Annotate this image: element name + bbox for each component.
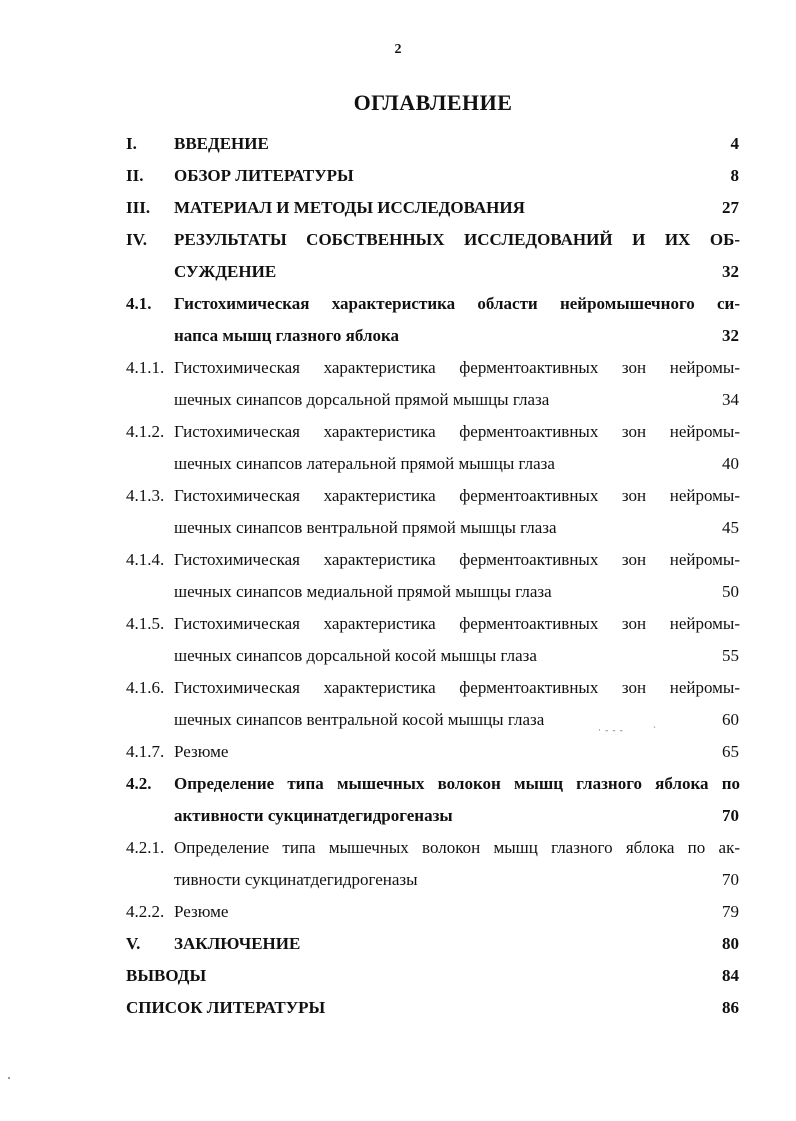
toc-entry-4-1-2[interactable] xyxy=(0,416,796,480)
toc-entry-title: СПИСОК ЛИТЕРАТУРЫ xyxy=(126,998,326,1017)
toc-entry-page: 4 xyxy=(730,134,739,153)
toc-entry-4-1-6[interactable] xyxy=(0,672,796,736)
toc-entry-title: ВВЕДЕНИЕ xyxy=(174,134,269,153)
toc-entry-title-line1: Определение типа мышечных волокон мышц глазного яблока по xyxy=(174,774,740,793)
toc-entry-4-1[interactable] xyxy=(0,288,796,352)
toc-entry-title: Резюме xyxy=(174,742,229,761)
toc-entry-title-line1: РЕЗУЛЬТАТЫ СОБСТВЕННЫХ ИССЛЕДОВАНИЙ И ИХ ОБ- xyxy=(174,230,740,249)
page-title: ОГЛАВЛЕНИЕ xyxy=(353,90,513,115)
toc-entry-number: 4.1. xyxy=(126,294,152,313)
toc-entry-title-line1: Гистохимическая характеристика области нейромышечного си- xyxy=(174,294,740,313)
toc-entry-number: 4.1.2. xyxy=(126,422,165,441)
toc-entry-introduction[interactable] xyxy=(0,128,796,160)
toc-entry-page: 55 xyxy=(722,646,739,665)
toc-entry-page: 70 xyxy=(722,870,739,889)
toc-entry-title-line2: шечных синапсов дорсальной косой мышцы глаза xyxy=(174,646,537,665)
toc-entry-results[interactable] xyxy=(0,224,796,288)
toc-entry-4-1-5[interactable] xyxy=(0,608,796,672)
toc-entry-title: ВЫВОДЫ xyxy=(126,966,207,985)
toc-entry-title-line2: СУЖДЕНИЕ xyxy=(174,262,277,281)
toc-entry-title-line2: шечных синапсов вентральной прямой мышцы глаза xyxy=(174,518,557,537)
toc-entry-number: 4.1.4. xyxy=(126,550,165,569)
toc-entry-title-line2: шечных синапсов медиальной прямой мышцы глаза xyxy=(174,582,552,601)
toc-entry-title-line2: активности сукцинатдегидрогеназы xyxy=(174,806,453,825)
toc-entry-title: МАТЕРИАЛ И МЕТОДЫ ИССЛЕДОВАНИЯ xyxy=(174,198,525,217)
toc-entry-number: 4.2.1. xyxy=(126,838,165,857)
toc-entry-4-1-7[interactable] xyxy=(0,736,796,768)
toc-entry-number: 4.1.1. xyxy=(126,358,165,377)
toc-entry-materials-methods[interactable] xyxy=(0,192,796,224)
page-number: 2 xyxy=(394,42,402,57)
toc-entry-page: 50 xyxy=(722,582,739,601)
toc-entry-4-2-2[interactable] xyxy=(0,896,796,928)
toc-entry-title: Резюме xyxy=(174,902,229,921)
toc-entry-title-line2: напса мышц глазного яблока xyxy=(174,326,400,345)
toc-entry-title-line1: Определение типа мышечных волокон мышц глазного яблока по ак- xyxy=(174,838,740,857)
toc-entry-title-line2: шечных синапсов дорсальной прямой мышцы глаза xyxy=(174,390,550,409)
toc-entry-number: V. xyxy=(126,934,141,953)
toc-entry-page: 70 xyxy=(722,806,739,825)
toc-entry-title: ОБЗОР ЛИТЕРАТУРЫ xyxy=(174,166,354,185)
toc-entry-number: 4.1.7. xyxy=(126,742,165,761)
toc-entry-page: 32 xyxy=(722,262,739,281)
toc-entry-title-line2: шечных синапсов вентральной косой мышцы глаза xyxy=(174,710,545,729)
scan-artifact: · - - - ` xyxy=(598,725,657,735)
toc-entry-page: 32 xyxy=(722,326,739,345)
toc-entry-number: 4.1.3. xyxy=(126,486,165,505)
toc-entry-number: II. xyxy=(126,166,144,185)
toc-entry-references[interactable] xyxy=(0,992,796,1024)
toc-entry-number: 4.2.2. xyxy=(126,902,165,921)
toc-entry-title-line1: Гистохимическая характеристика ферментоактивных зон нейромы- xyxy=(174,486,740,505)
toc-entry-title-line2: шечных синапсов латеральной прямой мышцы глаза xyxy=(174,454,555,473)
toc-entry-page: 86 xyxy=(722,998,739,1017)
toc-entry-literature-review[interactable] xyxy=(0,160,796,192)
toc-entry-title: ЗАКЛЮЧЕНИЕ xyxy=(174,934,301,953)
toc-entry-page: 84 xyxy=(722,966,739,985)
toc-entry-conclusion[interactable] xyxy=(0,928,796,960)
toc-entry-title-line1: Гистохимическая характеристика ферментоактивных зон нейромы- xyxy=(174,550,740,569)
toc-entry-page: 60 xyxy=(722,710,739,729)
toc-entry-page: 8 xyxy=(730,166,739,185)
table-of-contents xyxy=(0,128,796,1024)
toc-entry-title-line1: Гистохимическая характеристика ферментоактивных зон нейромы- xyxy=(174,358,740,377)
toc-entry-page: 65 xyxy=(722,742,739,761)
toc-entry-title-line1: Гистохимическая характеристика ферментоактивных зон нейромы- xyxy=(174,614,740,633)
toc-entry-title-line2: тивности сукцинатдегидрогеназы xyxy=(174,870,418,889)
toc-entry-page: 40 xyxy=(722,454,739,473)
toc-entry-findings[interactable] xyxy=(0,960,796,992)
toc-entry-page: 45 xyxy=(722,518,739,537)
toc-entry-number: 4.1.6. xyxy=(126,678,165,697)
toc-entry-number: IV. xyxy=(126,230,147,249)
scan-speck xyxy=(8,1077,10,1079)
toc-entry-title-line1: Гистохимическая характеристика ферментоактивных зон нейромы- xyxy=(174,678,740,697)
toc-entry-page: 80 xyxy=(722,934,739,953)
toc-entry-4-1-1[interactable] xyxy=(0,352,796,416)
toc-entry-number: 4.1.5. xyxy=(126,614,165,633)
toc-entry-page: 27 xyxy=(722,198,739,217)
toc-entry-number: III. xyxy=(126,198,151,217)
toc-entry-4-2[interactable] xyxy=(0,768,796,832)
toc-entry-4-1-4[interactable] xyxy=(0,544,796,608)
toc-entry-4-2-1[interactable] xyxy=(0,832,796,896)
toc-entry-number: 4.2. xyxy=(126,774,152,793)
toc-entry-page: 34 xyxy=(722,390,739,409)
toc-entry-page: 79 xyxy=(722,902,739,921)
toc-entry-number: I. xyxy=(126,134,137,153)
toc-entry-title-line1: Гистохимическая характеристика ферментоактивных зон нейромы- xyxy=(174,422,740,441)
toc-entry-4-1-3[interactable] xyxy=(0,480,796,544)
